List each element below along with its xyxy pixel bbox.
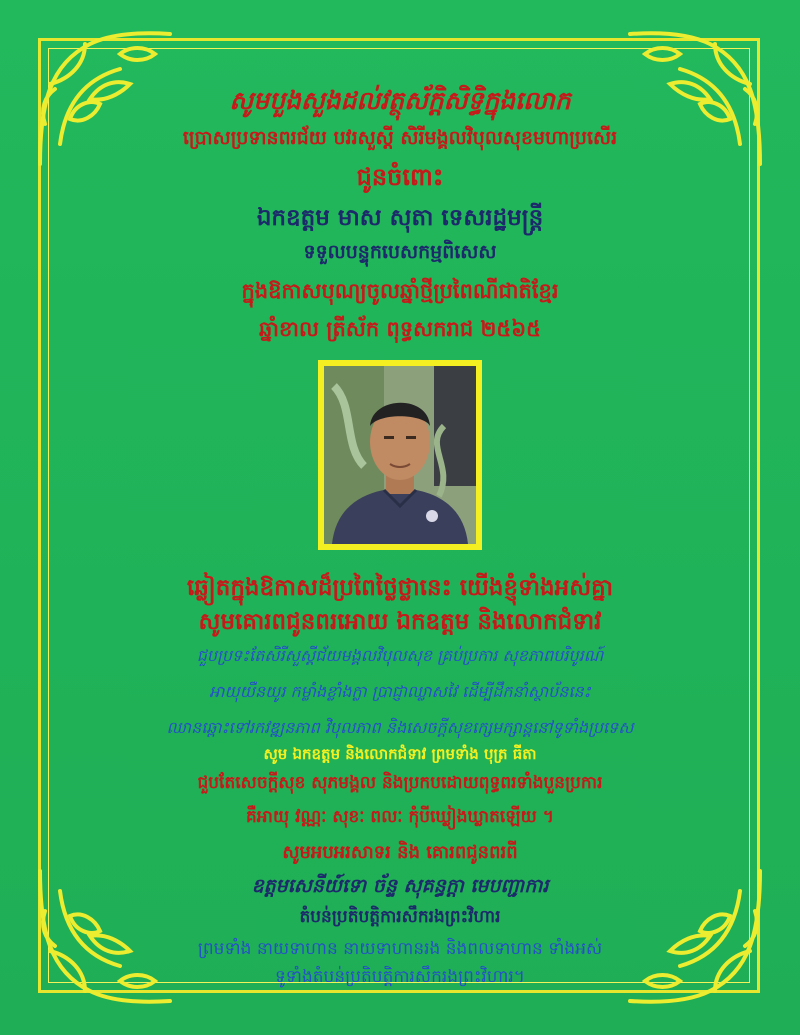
sender-line-1: ឧត្តមសេនីយ៍ទោ ច័ន្ទ សុគន្ធក្តា មេបញ្ជាការ bbox=[251, 875, 549, 897]
greeting-line-2: ប្រោសប្រទានពរជ័យ បវរសួស្តី សិរីមង្គលវិបុលសុខមហាប្រសើរ bbox=[182, 127, 618, 149]
wish-line-7: ជួបតែសេចក្តីសុខ សុភមង្គល និងប្រកបដោយពុទ្ធពរទាំងបួនប្រការ bbox=[197, 773, 603, 793]
wish-line-3: ជួបប្រទះតែសិរីសួស្តីជ័យមង្គលវិបុលសុខ គ្រប់ប្រការ សុខភាពបរិបូរណ៍ bbox=[196, 646, 604, 665]
wish-line-2: សូមគោរពជូនពរអោយ ឯកឧត្តម និងលោកជំទាវ bbox=[198, 609, 602, 635]
wish-line-4: អាយុយឺនយូរ កម្លាំងខ្លាំងក្លា ប្រាជ្ញាឈ្លាសវៃ ដើម្បីដឹកនាំស្ថាប័ននេះ bbox=[209, 682, 591, 701]
wish-line-8: គឺអាយុ វណ្ណៈ សុខៈ ពលៈ កុំបីឃ្លៀងឃ្លាតឡើយ ។ bbox=[246, 807, 554, 827]
wish-line-9: សូមអបអរសាទរ និង គោរពជូនពរពី bbox=[282, 842, 518, 863]
recipient-line-1: ឯកឧត្តម មាស សុតា ទេសរដ្ឋមន្ត្រី bbox=[256, 205, 544, 231]
wish-line-5: ឈានឆ្ពោះទៅរកវឌ្ឍនភាព វិបុលភាព និងសេចក្តីសុខក្សេមក្សាន្តនៅទូទាំងប្រទេស bbox=[166, 718, 634, 737]
wish-line-6: សូម ឯកឧត្តម និងលោកជំទាវ ព្រមទាំង បុត្រ ធីតា bbox=[263, 745, 537, 763]
wish-line-1: ឆ្លៀតក្នុងឱកាសដ៏ប្រពៃថ្លៃថ្លានេះ យើងខ្ញុំទាំងអស់គ្នា bbox=[186, 575, 613, 601]
portrait-photo bbox=[324, 366, 476, 544]
portrait-frame bbox=[318, 360, 482, 550]
sender-line-3: ព្រមទាំង នាយទាហាន នាយទាហានរង និងពលទាហាន ទាំងអស់ bbox=[197, 939, 603, 959]
occasion-line-2: ឆ្នាំខាល ត្រីស័ក ពុទ្ធសករាជ ២៥៦៥ bbox=[259, 317, 541, 341]
sender-line-4: ទូទាំងតំបន់ប្រតិបត្តិការសឹករងព្រះវិហារ។ bbox=[274, 967, 526, 987]
greeting-line-1: សូមបួងសួងដល់វត្ថុស័ក្តិសិទ្ធិក្នុងលោក bbox=[229, 86, 571, 115]
portrait-photo-icon bbox=[324, 366, 476, 544]
recipient-line-2: ទទួលបន្ទុកបេសកម្មពិសេស bbox=[303, 241, 497, 263]
greeting-line-3: ជូនចំពោះ bbox=[356, 163, 444, 191]
occasion-line-1: ក្នុងឱកាសបុណ្យចូលឆ្នាំថ្មីប្រពៃណីជាតិខ្មែរ bbox=[241, 279, 559, 303]
sender-line-2: តំបន់ប្រតិបត្តិការសឹករងព្រះវិហារ bbox=[299, 907, 501, 927]
